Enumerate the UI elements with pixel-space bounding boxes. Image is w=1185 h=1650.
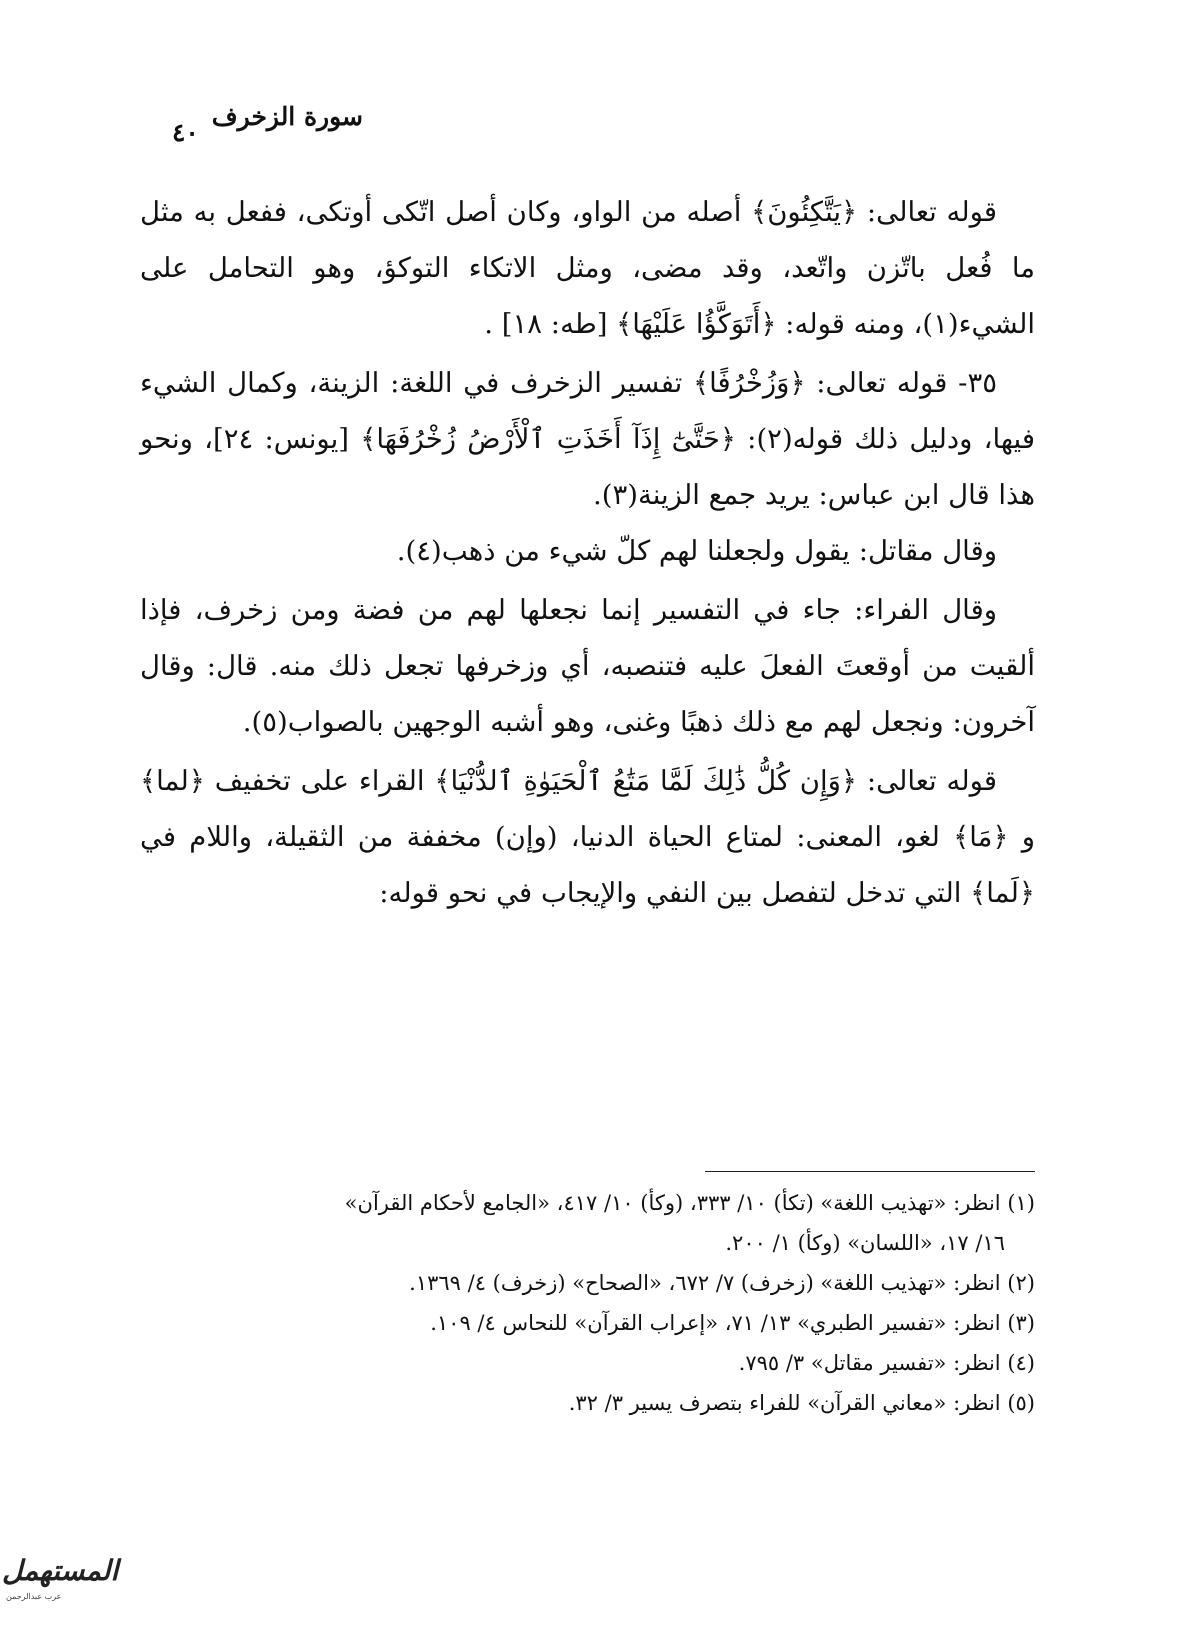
footnotes (140, 1183, 1035, 1423)
main-text (140, 184, 1035, 921)
footnote-1: (١) انظر: «تهذيب اللغة» (تكأ) ١٠/ ٣٣٣، (وكأ) ١٠/ ٤١٧، «الجامع لأحكام القرآن» (344, 1191, 1035, 1215)
paragraph-3: وقال مقاتل: يقول ولجعلنا لهم كلّ شيء من ذهب(٤). (396, 535, 997, 567)
paragraph-2: ٣٥- قوله تعالى: ﴿وَزُخْرُفًا﴾ تفسير الزخرف في اللغة: الزينة، وكمال الشيء فيها، ودليل ذلك قوله(٢): ﴿حَتَّىٰٓ إِذَآ أَخَذَتِ ٱلْأَرْضُ زُخْرُفَهَا﴾ [يونس: ٢٤]، ونحو هذا قال ابن عباس: يريد جمع الزينة(٣). (140, 367, 1035, 511)
footnote-3: (٣) انظر: «تفسير الطبري» ١٣/ ٧١، «إعراب القرآن» للنحاس ٤/ ١٠٩. (430, 1311, 1035, 1335)
surah-title: سورة الزخرف (211, 102, 363, 131)
footnote-1-continued: ١٦/ ١٧، «اللسان» (وكأ) ١/ ٢٠٠. (725, 1231, 1005, 1255)
footnote-separator (705, 1171, 1035, 1172)
paragraph-5: قوله تعالى: ﴿وَإِن كُلُّ ذَٰلِكَ لَمَّا مَتَٰعُ ٱلْحَيَوٰةِ ٱلدُّنْيَا﴾ القراء على تخفيف ﴿لما﴾ و ﴿مَا﴾ لغو، المعنى: لمتاع الحياة الدنيا، (وإن) مخففة من الثقيلة، واللام في ﴿لَما﴾ التي تدخل لتفصل بين النفي والإيجاب في نحو قوله: (140, 765, 1035, 909)
logo-subtext: عرب عبدالرحمن (6, 1592, 62, 1601)
footnote-5: (٥) انظر: «معاني القرآن» للفراء بتصرف يسير ٣/ ٣٢. (568, 1391, 1035, 1415)
page-number: ٤٠ (172, 118, 199, 147)
publisher-logo (0, 1548, 119, 1608)
paragraph-4: وقال الفراء: جاء في التفسير إنما نجعلها لهم من فضة ومن زخرف، فإذا ألقيت من أوقعتَ الفعلَ عليه فتنصبه، أي وزخرفها تجعل ذلك منه. قال: وقال آخرون: ونجعل لهم مع ذلك ذهبًا وغنى، وهو أشبه الوجهين بالصواب(٥). (140, 594, 1035, 738)
logo-text: المستهمل (2, 1554, 119, 1587)
footnote-4: (٤) انظر: «تفسير مقاتل» ٣/ ٧٩٥. (738, 1351, 1035, 1375)
footnote-2: (٢) انظر: «تهذيب اللغة» (زخرف) ٧/ ٦٧٢، «الصحاح» (زخرف) ٤/ ١٣٦٩. (409, 1271, 1035, 1295)
paragraph-1: قوله تعالى: ﴿يَتَّكِئُونَ﴾ أصله من الواو، وكان أصل اتّكى أوتكى، ففعل به مثل ما فُعل باتّزن واتّعد، وقد مضى، ومثل الاتكاء التوكؤ، وهو التحامل على الشيء(١)، ومنه قوله: ﴿أَتَوَكَّؤُا عَلَيْهَا﴾ [طه: ١٨] . (140, 196, 1035, 340)
